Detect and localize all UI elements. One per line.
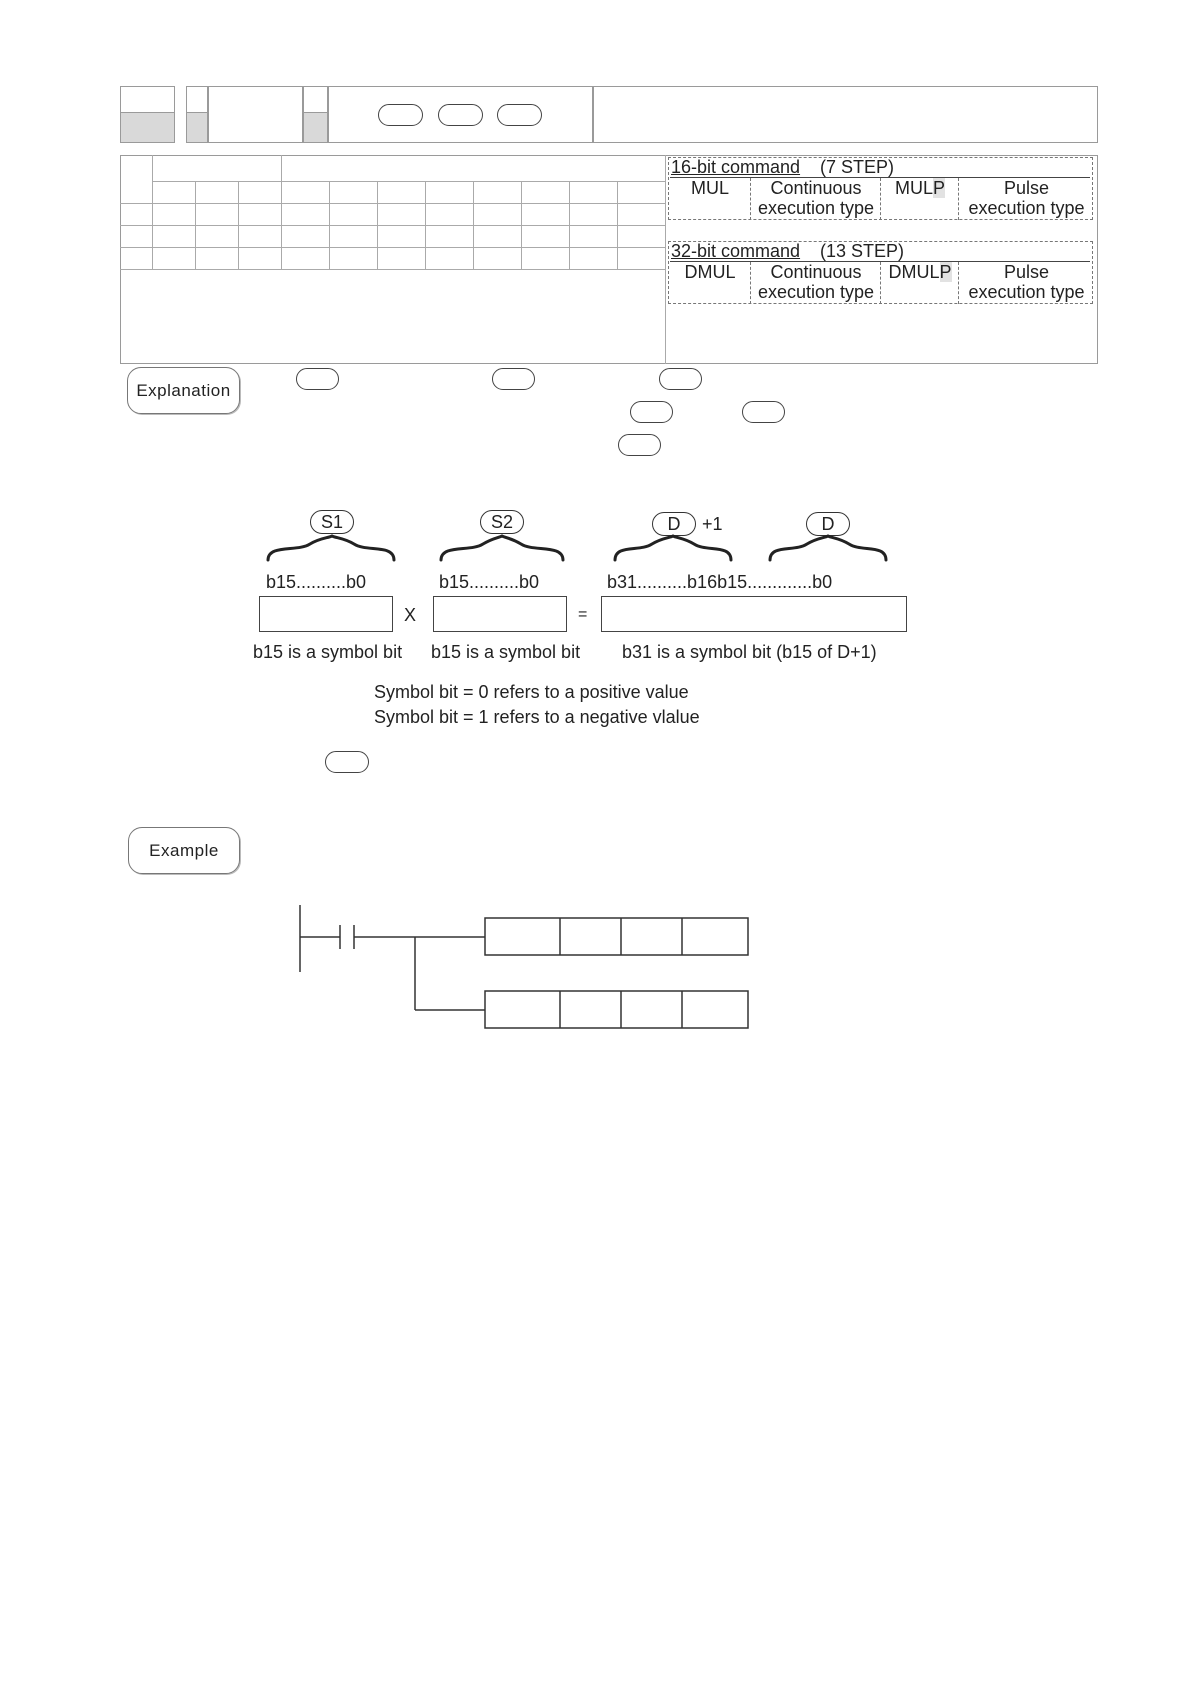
multiply-sign: X: [404, 605, 417, 625]
s1-sign-note: b15 is a symbol bit: [253, 642, 403, 662]
s1-brace-icon: [268, 536, 394, 560]
example-label: Example: [128, 827, 240, 874]
s2-brace-icon: [441, 536, 563, 560]
s1-bit-range: b15..........b0: [266, 572, 367, 592]
s2-bubble: S2: [480, 510, 524, 534]
command-16bit-pulse-desc: Pulse execution type: [968, 178, 1085, 218]
s2-sign-note: b15 is a symbol bit: [431, 642, 581, 662]
d-plus-one: +1: [702, 514, 723, 534]
s2-register: [433, 596, 567, 632]
command-16bit-steps: (7 STEP): [820, 157, 895, 177]
command-32bit-pulse-desc: Pulse execution type: [968, 262, 1085, 302]
command-32bit-steps: (13 STEP): [820, 241, 905, 261]
d-low-brace-icon: [770, 536, 886, 560]
pill-operand-note: [325, 751, 369, 773]
command-32bit-title: 32-bit command: [671, 241, 801, 261]
equals-sign: =: [578, 606, 588, 623]
command-32bit-mnemonic: DMUL: [684, 262, 736, 282]
mul-instruction-row2: [485, 991, 748, 1028]
command-16bit-title: 16-bit command: [671, 157, 801, 177]
command-32bit-pulse-mnemonic: DMULP: [888, 262, 952, 282]
explanation-label: Explanation: [127, 367, 240, 414]
sign-positive-note: Symbol bit = 0 refers to a positive value: [374, 682, 689, 702]
brace-icons: [0, 0, 1190, 600]
mul-instruction-row1: [485, 918, 748, 955]
d-sign-note: b31 is a symbol bit (b15 of D+1): [622, 642, 877, 662]
command-32bit-continuous-desc: Continuous execution type: [757, 262, 875, 302]
d-high-bubble: D: [652, 512, 696, 536]
s1-bubble: S1: [310, 510, 354, 534]
command-16bit-mnemonic: MUL: [690, 178, 729, 198]
ladder-diagram: [0, 880, 1190, 1040]
command-16bit-continuous-desc: Continuous execution type: [757, 178, 875, 218]
s1-register: [259, 596, 393, 632]
d-high-brace-icon: [615, 536, 731, 560]
d-low-bubble: D: [806, 512, 850, 536]
sign-negative-note: Symbol bit = 1 refers to a negative vlalue: [374, 707, 700, 727]
s2-bit-range: b15..........b0: [439, 572, 540, 592]
d-bit-range: b31..........b16b15.............b0: [607, 572, 833, 592]
d-register: [601, 596, 907, 632]
command-16bit-pulse-mnemonic: MULP: [894, 178, 946, 198]
